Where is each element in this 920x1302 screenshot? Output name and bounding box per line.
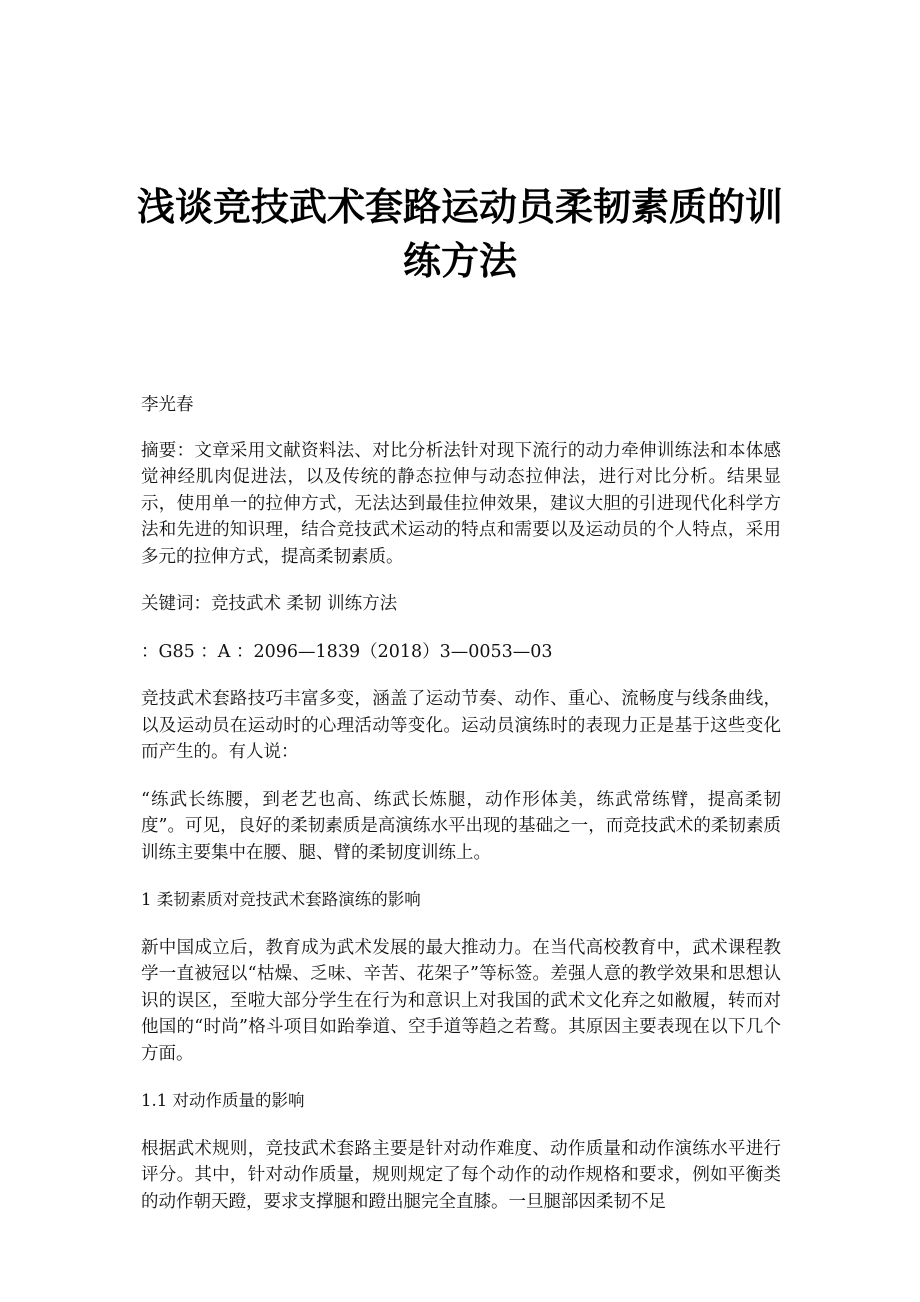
body-paragraph: 根据武术规则，竞技武术套路主要是针对动作难度、动作质量和动作演练水平进行评分。其中，针对动作质量，规则规定了每个动作的动作规格和要求，例如平衡类的动作朝天蹬，要求支撑腿和蹬出腿完全直膝。一旦腿部因柔韧不足: [141, 1138, 781, 1212]
body-paragraph: “练武长练腰，到老艺也高、练武长炼腿，动作形体美，练武常练臂，提高柔韧度”。可见，良好的柔韧素质是高演练水平出现的基础之一，而竞技武术的柔韧素质训练主要集中在腰、腿、臂的柔韧度训练上。: [141, 789, 781, 863]
subsection-heading: 1.1 对动作质量的影响: [141, 1091, 305, 1110]
document-title: 浅谈竞技武术套路运动员柔韧素质的训练方法: [136, 185, 783, 283]
section-heading: 1 柔韧素质对竞技武术套路演练的影响: [141, 890, 421, 909]
body-paragraph: 新中国成立后，教育成为武术发展的最大推动力。在当代高校教育中，武术课程教学一直被冠以“枯燥、乏味、辛苦、花架子”等标签。差强人意的教学效果和思想认识的误区，至啦大部分学生在行为和意识上对我国的武术文化弃之如敝履，转而对他国的“时尚”格斗项目如跆拳道、空手道等趋之若鹜。其原因主要表现在以下几个方面。: [141, 937, 781, 1064]
abstract-paragraph: 摘要：文章采用文献资料法、对比分析法针对现下流行的动力牵伸训练法和本体感觉神经肌肉促进法，以及传统的静态拉伸与动态拉伸法，进行对比分析。结果显示，使用单一的拉伸方式，无法达到最佳拉伸效果，建议大胆的引进现代化科学方法和先进的知识理，结合竞技武术运动的特点和需要以及运动员的个人特点，采用多元的拉伸方式，提高柔韧素质。: [141, 440, 781, 567]
author-name: 李光春: [141, 395, 194, 415]
document-body: [141, 392, 781, 1236]
keywords-line: 关键词：竞技武术 柔韧 训练方法: [141, 594, 398, 614]
classification-line: ：G85 ：A ：2096—1839（2018）3—0053—03: [141, 641, 553, 662]
body-paragraph: 竞技武术套路技巧丰富多变，涵盖了运动节奏、动作、重心、流畅度与线条曲线，以及运动员在运动时的心理活动等变化。运动员演练时的表现力正是基于这些变化而产生的。有人说：: [141, 689, 781, 762]
